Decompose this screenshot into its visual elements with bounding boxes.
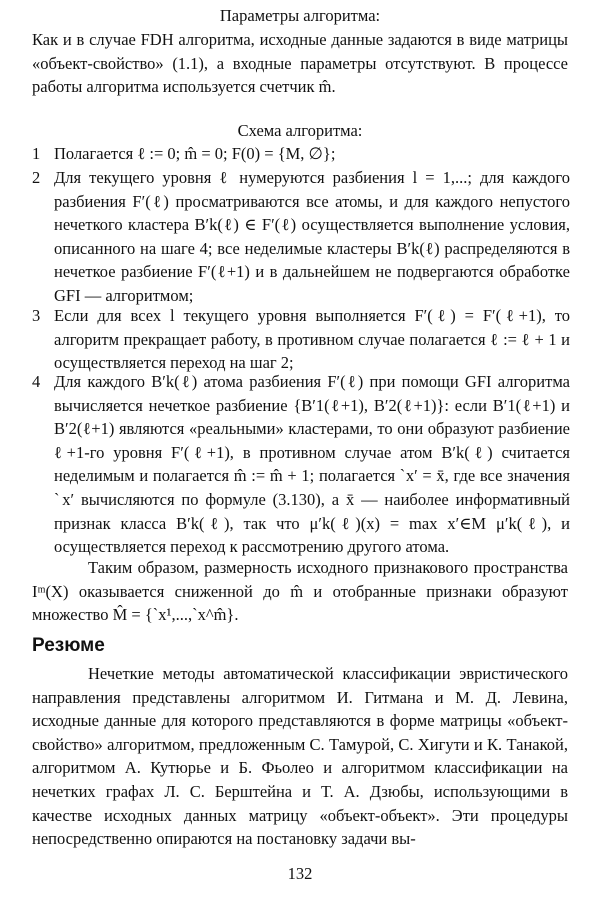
step-number: 2 xyxy=(32,168,41,187)
step-number: 3 xyxy=(32,306,41,325)
params-paragraph: Как и в случае FDH алгоритма, исходные данные задаются в виде матрицы «объект-свойство» (1.1), а входные параметры отсутствуют. В процессе работы алгоритма используется счетчик m̂. xyxy=(32,30,568,97)
step-number: 4 xyxy=(32,372,41,391)
summary-heading: Резюме xyxy=(32,635,105,656)
step-text: Если для всех l текущего уровня выполняется F′(ℓ) = F′(ℓ+1), то алгоритм прекращает работу, в противном случае полагается ℓ := ℓ + 1 и осуществляется переход на шаг 2; xyxy=(54,306,570,373)
step-2 xyxy=(32,166,570,308)
step-4 xyxy=(32,370,570,559)
step-1 xyxy=(32,142,570,166)
conclusion-paragraph: Таким образом, размерность исходного признакового пространства Iᵐ(X) оказывается сниженной до m̂ и отобранные признаки образуют множество M̂ = {ˋx¹,...,ˋx^m̂}. xyxy=(32,558,568,625)
step-text: Для текущего уровня ℓ нумеруются разбиения l = 1,...; для каждого разбиения F′(ℓ) просматриваются все атомы, и для каждого непустого нечеткого кластера B′k(ℓ) ∈ F′(ℓ) осуществляется выполнение условия, описанного на шаге 4; все неделимые кластеры B′k(ℓ) распределяются в нечеткое разбиение F′(ℓ+1) и в дальнейшем не подвергаются обработке GFI — алгоритмом; xyxy=(54,168,570,305)
params-title: Параметры алгоритма: xyxy=(219,6,381,25)
step-3 xyxy=(32,304,570,375)
step-text: Для каждого B′k(ℓ) атома разбиения F′(ℓ) при помощи GFI алгоритма вычисляется нечеткое разбиение {B′1(ℓ+1), B′2(ℓ+1)}: если B′1(ℓ+1) и B′2(ℓ+1) являются «реальными» кластерами, то они образуют разбиение ℓ+1-го уровня F′(ℓ+1), в противном случае атом B′k(ℓ) считается неделимым и полагается m̂ := m̂ + 1; полагается ˋx′ = x̄, где все значения ˋx′ вычисляются по формуле (3.130), а x̄ — наиболее информативный признак класса B′k(ℓ), так что μ′k(ℓ)(x) = max x′∈M μ′k(ℓ), и осуществляется переход к рассмотрению другого атома. xyxy=(54,372,570,557)
step-text: Полагается ℓ := 0; m̂ = 0; F(0) = {M, ∅}; xyxy=(54,144,336,163)
step-number: 1 xyxy=(32,144,41,163)
scheme-title: Схема алгоритма: xyxy=(237,121,363,140)
summary-paragraph: Нечеткие методы автоматической классификации эвристического направления представлены алгоритмом И. Гитмана и М. Д. Левина, исходные данные для которого представляются в форме матрицы «объект-свойство» алгоритмом, предложенным С. Тамурой, С. Хигути и К. Танакой, алгоритмом А. Кутюрье и Б. Фьолео и алгоритмом классификации на нечетких графах Л. С. Берштейна и Т. А. Дзюбы, использующими в качестве исходных данных матрицу «объект-объект». Эти процедуры непосредственно опираются на постановку задачи вы- xyxy=(32,664,568,849)
page-number: 132 xyxy=(287,864,313,883)
